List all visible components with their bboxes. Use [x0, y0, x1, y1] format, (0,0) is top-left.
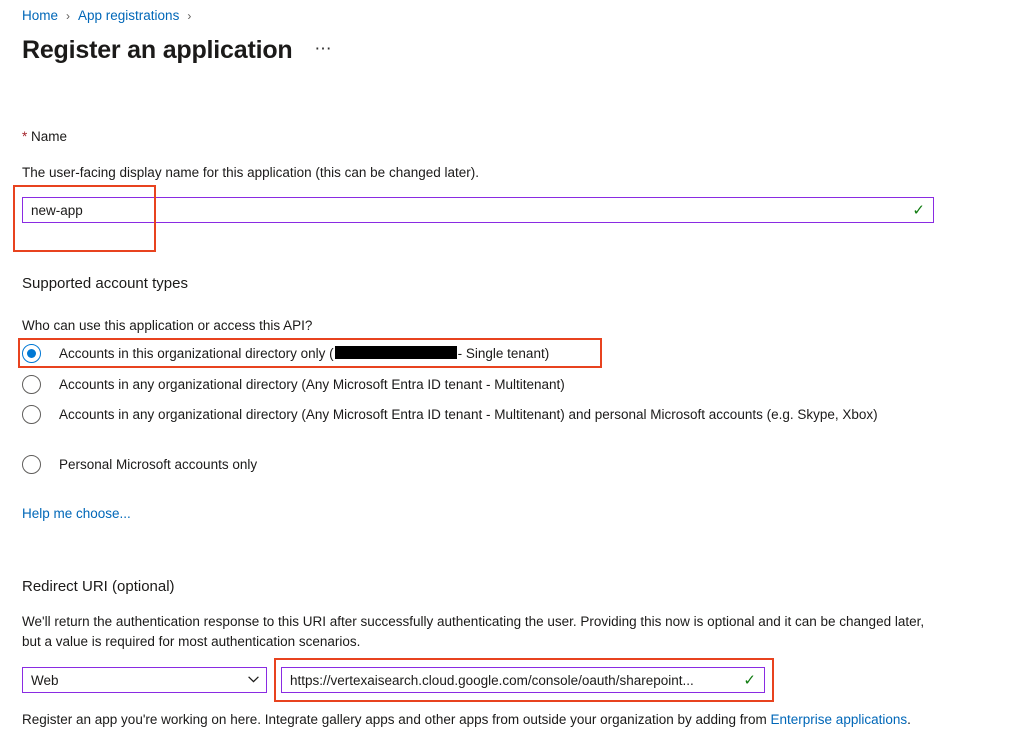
valid-check-icon-uri: ✓ — [743, 671, 756, 689]
radio-label-text-suffix: - Single tenant) — [457, 346, 550, 361]
supported-account-types-heading: Supported account types — [22, 275, 188, 292]
redirect-uri-heading: Redirect URI (optional) — [22, 578, 175, 595]
breadcrumb-item-home[interactable]: Home — [22, 8, 59, 23]
name-field-description: The user-facing display name for this application (this can be changed later). — [22, 165, 479, 180]
radio-option-multitenant-personal[interactable] — [22, 405, 942, 425]
help-me-choose-link-wrapper — [22, 504, 131, 524]
radio-label-personal-only: Personal Microsoft accounts only — [59, 457, 258, 472]
chevron-down-icon[interactable] — [240, 674, 266, 686]
required-marker: * — [22, 129, 28, 144]
name-input-wrapper[interactable] — [22, 197, 934, 223]
radio-label-multitenant: Accounts in any organizational directory (Any Microsoft Entra ID tenant - Multitenant) — [59, 377, 565, 392]
radio-option-personal-only[interactable] — [22, 455, 257, 475]
breadcrumb-separator-icon: › — [187, 8, 192, 23]
more-options-icon[interactable]: ⋯ — [314, 39, 333, 58]
redirect-uri-description: We'll return the authentication response to this URI after successfully authenticating the user. Providing this now is optional and it can be changed later, but a value is required for most authentication scenarios. — [22, 614, 925, 649]
page-title: Register an application — [22, 36, 293, 64]
redirect-uri-platform-select[interactable] — [22, 667, 267, 693]
name-field-label — [22, 129, 67, 144]
radio-label-multitenant-personal: Accounts in any organizational directory (Any Microsoft Entra ID tenant - Multitenant) and personal Microsoft accounts (e.g. Skype, Xbox) — [59, 407, 878, 422]
help-me-choose-link[interactable]: Help me choose... — [22, 506, 131, 521]
redirect-uri-input[interactable] — [282, 668, 743, 692]
footer-note — [22, 712, 1002, 727]
radio-label-text: Accounts in this organizational directory only ( — [59, 346, 334, 361]
radio-option-single-tenant[interactable] — [22, 344, 549, 364]
page-title-row — [22, 36, 333, 65]
radio-icon-multitenant-personal[interactable] — [22, 405, 41, 424]
footer-note-text: Register an app you're working on here. Integrate gallery apps and other apps from outside your organization by adding from — [22, 712, 771, 727]
breadcrumb-item-app-registrations[interactable]: App registrations — [78, 8, 180, 23]
account-types-question: Who can use this application or access this API? — [22, 318, 313, 333]
footer-note-text-end: . — [907, 712, 911, 727]
redacted-tenant-name — [335, 346, 457, 359]
breadcrumb-separator-icon: › — [66, 8, 71, 23]
radio-icon-single-tenant[interactable] — [22, 344, 41, 363]
radio-option-multitenant[interactable] — [22, 375, 565, 395]
enterprise-applications-link[interactable]: Enterprise applications — [770, 712, 908, 727]
radio-label-single-tenant — [59, 344, 549, 364]
valid-check-icon: ✓ — [912, 201, 925, 219]
radio-icon-multitenant[interactable] — [22, 375, 41, 394]
redirect-uri-platform-value: Web — [31, 672, 59, 688]
breadcrumb — [22, 8, 199, 23]
name-label-text: Name — [31, 129, 68, 144]
redirect-uri-input-wrapper[interactable] — [281, 667, 765, 693]
radio-icon-personal-only[interactable] — [22, 455, 41, 474]
name-input[interactable] — [23, 198, 912, 222]
